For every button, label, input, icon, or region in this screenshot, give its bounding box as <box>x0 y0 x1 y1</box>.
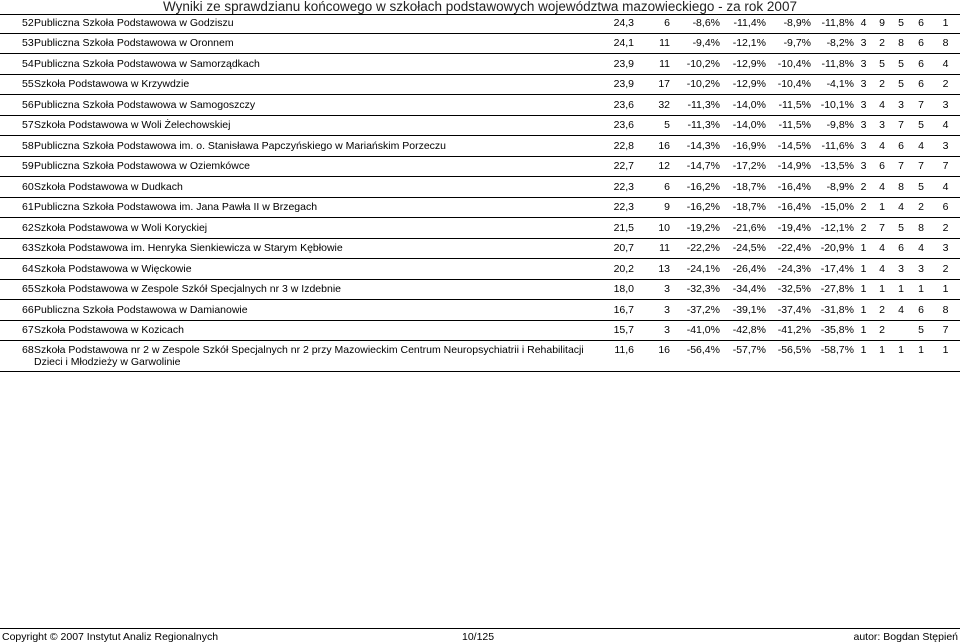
stanine-1: 1 <box>854 238 873 259</box>
school-name: Szkoła Podstawowa w Woli Żelechowskiej <box>34 115 600 136</box>
deviation-1: -8,6% <box>670 13 720 33</box>
table-row <box>0 177 960 198</box>
stanine-1: 1 <box>854 279 873 300</box>
stanine-5: 8 <box>931 33 960 54</box>
stanine-2: 1 <box>873 341 891 372</box>
deviation-4: -8,2% <box>811 33 854 54</box>
deviation-4: -11,8% <box>811 54 854 75</box>
deviation-1: -56,4% <box>670 341 720 372</box>
deviation-3: -9,7% <box>766 33 811 54</box>
row-number: 55 <box>0 74 34 95</box>
school-name: Szkoła Podstawowa nr 2 w Zespole Szkół Specjalnych nr 2 przy Mazowieckim Centrum Neuropsychiatrii i Rehabilitacji Dzieci i Młodzieży w Garwolinie <box>34 341 600 372</box>
row-number: 64 <box>0 259 34 280</box>
student-count: 3 <box>634 320 670 341</box>
stanine-2: 2 <box>873 300 891 321</box>
deviation-3: -11,5% <box>766 95 811 116</box>
school-name: Szkoła Podstawowa w Więckowie <box>34 259 600 280</box>
student-count: 11 <box>634 54 670 75</box>
stanine-2: 4 <box>873 136 891 157</box>
deviation-4: -8,9% <box>811 177 854 198</box>
stanine-4: 1 <box>911 341 931 372</box>
stanine-3: 8 <box>891 177 911 198</box>
deviation-4: -11,8% <box>811 13 854 33</box>
student-count: 5 <box>634 115 670 136</box>
deviation-4: -10,1% <box>811 95 854 116</box>
school-name: Szkoła Podstawowa w Dudkach <box>34 177 600 198</box>
deviation-2: -24,5% <box>720 238 766 259</box>
stanine-5: 4 <box>931 54 960 75</box>
deviation-3: -41,2% <box>766 320 811 341</box>
table-row <box>0 300 960 321</box>
mean-score: 20,2 <box>600 259 634 280</box>
student-count: 12 <box>634 156 670 177</box>
deviation-4: -9,8% <box>811 115 854 136</box>
row-number: 59 <box>0 156 34 177</box>
student-count: 17 <box>634 74 670 95</box>
stanine-3: 5 <box>891 54 911 75</box>
deviation-1: -41,0% <box>670 320 720 341</box>
deviation-1: -14,7% <box>670 156 720 177</box>
deviation-3: -56,5% <box>766 341 811 372</box>
mean-score: 21,5 <box>600 218 634 239</box>
stanine-5: 4 <box>931 177 960 198</box>
mean-score: 11,6 <box>600 341 634 372</box>
student-count: 6 <box>634 177 670 198</box>
table-row <box>0 259 960 280</box>
student-count: 32 <box>634 95 670 116</box>
stanine-5: 3 <box>931 238 960 259</box>
school-name: Publiczna Szkoła Podstawowa w Damianowie <box>34 300 600 321</box>
school-name: Szkoła Podstawowa w Zespole Szkół Specjalnych nr 3 w Izdebnie <box>34 279 600 300</box>
mean-score: 22,8 <box>600 136 634 157</box>
row-number: 56 <box>0 95 34 116</box>
mean-score: 23,9 <box>600 54 634 75</box>
deviation-4: -27,8% <box>811 279 854 300</box>
school-name: Publiczna Szkoła Podstawowa w Oronnem <box>34 33 600 54</box>
stanine-5: 2 <box>931 218 960 239</box>
stanine-5: 7 <box>931 320 960 341</box>
table-row <box>0 136 960 157</box>
stanine-4: 6 <box>911 74 931 95</box>
row-number: 57 <box>0 115 34 136</box>
row-number: 62 <box>0 218 34 239</box>
stanine-3: 3 <box>891 259 911 280</box>
deviation-2: -12,9% <box>720 74 766 95</box>
student-count: 9 <box>634 197 670 218</box>
mean-score: 16,7 <box>600 300 634 321</box>
deviation-2: -12,9% <box>720 54 766 75</box>
stanine-4: 8 <box>911 218 931 239</box>
footer-copyright: Copyright © 2007 Instytut Analiz Regionalnych <box>2 631 219 643</box>
table-row <box>0 218 960 239</box>
deviation-2: -11,4% <box>720 13 766 33</box>
deviation-2: -21,6% <box>720 218 766 239</box>
stanine-2: 9 <box>873 13 891 33</box>
stanine-1: 3 <box>854 156 873 177</box>
table-row <box>0 54 960 75</box>
stanine-1: 4 <box>854 13 873 33</box>
stanine-5: 3 <box>931 136 960 157</box>
deviation-1: -32,3% <box>670 279 720 300</box>
deviation-4: -12,1% <box>811 218 854 239</box>
stanine-2: 2 <box>873 320 891 341</box>
stanine-4: 5 <box>911 320 931 341</box>
school-name: Szkoła Podstawowa w Krzywdzie <box>34 74 600 95</box>
student-count: 16 <box>634 341 670 372</box>
stanine-3: 4 <box>891 197 911 218</box>
deviation-3: -11,5% <box>766 115 811 136</box>
school-name: Publiczna Szkoła Podstawowa w Samogoszczy <box>34 95 600 116</box>
deviation-2: -17,2% <box>720 156 766 177</box>
deviation-4: -35,8% <box>811 320 854 341</box>
stanine-3: 4 <box>891 300 911 321</box>
stanine-2: 5 <box>873 54 891 75</box>
stanine-1: 3 <box>854 54 873 75</box>
deviation-2: -39,1% <box>720 300 766 321</box>
school-name: Szkoła Podstawowa w Kozicach <box>34 320 600 341</box>
stanine-3: 6 <box>891 238 911 259</box>
mean-score: 23,9 <box>600 74 634 95</box>
stanine-2: 1 <box>873 279 891 300</box>
deviation-1: -19,2% <box>670 218 720 239</box>
school-name: Publiczna Szkoła Podstawowa w Godziszu <box>34 13 600 33</box>
student-count: 11 <box>634 238 670 259</box>
stanine-4: 7 <box>911 156 931 177</box>
deviation-1: -11,3% <box>670 95 720 116</box>
stanine-1: 1 <box>854 259 873 280</box>
stanine-1: 3 <box>854 74 873 95</box>
mean-score: 22,3 <box>600 177 634 198</box>
stanine-5: 1 <box>931 279 960 300</box>
stanine-2: 2 <box>873 33 891 54</box>
table-row <box>0 95 960 116</box>
stanine-2: 4 <box>873 95 891 116</box>
row-number: 65 <box>0 279 34 300</box>
deviation-4: -11,6% <box>811 136 854 157</box>
stanine-2: 1 <box>873 197 891 218</box>
table-row <box>0 279 960 300</box>
row-number: 68 <box>0 341 34 372</box>
stanine-3: 8 <box>891 33 911 54</box>
school-name: Szkoła Podstawowa w Woli Koryckiej <box>34 218 600 239</box>
results-table <box>0 13 960 372</box>
stanine-4: 1 <box>911 279 931 300</box>
deviation-3: -14,5% <box>766 136 811 157</box>
stanine-5: 3 <box>931 95 960 116</box>
stanine-1: 3 <box>854 33 873 54</box>
stanine-3 <box>891 320 911 341</box>
mean-score: 24,1 <box>600 33 634 54</box>
stanine-5: 1 <box>931 341 960 372</box>
row-number: 58 <box>0 136 34 157</box>
deviation-3: -10,4% <box>766 54 811 75</box>
deviation-3: -24,3% <box>766 259 811 280</box>
page-title: Wyniki ze sprawdzianu końcowego w szkołach podstawowych województwa mazowieckiego - za rok 2007 <box>0 0 960 15</box>
stanine-2: 4 <box>873 177 891 198</box>
stanine-4: 6 <box>911 33 931 54</box>
row-number: 66 <box>0 300 34 321</box>
deviation-2: -42,8% <box>720 320 766 341</box>
deviation-1: -16,2% <box>670 197 720 218</box>
stanine-2: 2 <box>873 74 891 95</box>
student-count: 3 <box>634 279 670 300</box>
stanine-1: 3 <box>854 136 873 157</box>
stanine-3: 1 <box>891 279 911 300</box>
table-row <box>0 156 960 177</box>
table-row <box>0 33 960 54</box>
stanine-3: 1 <box>891 341 911 372</box>
stanine-5: 1 <box>931 13 960 33</box>
deviation-3: -14,9% <box>766 156 811 177</box>
stanine-1: 1 <box>854 341 873 372</box>
table-row <box>0 341 960 372</box>
deviation-4: -4,1% <box>811 74 854 95</box>
mean-score: 18,0 <box>600 279 634 300</box>
stanine-4: 5 <box>911 115 931 136</box>
stanine-1: 3 <box>854 115 873 136</box>
mean-score: 23,6 <box>600 95 634 116</box>
stanine-3: 3 <box>891 95 911 116</box>
stanine-5: 4 <box>931 115 960 136</box>
table-row <box>0 320 960 341</box>
table-body <box>0 13 960 372</box>
deviation-2: -14,0% <box>720 115 766 136</box>
deviation-3: -19,4% <box>766 218 811 239</box>
row-number: 52 <box>0 13 34 33</box>
stanine-3: 7 <box>891 156 911 177</box>
stanine-2: 6 <box>873 156 891 177</box>
stanine-2: 3 <box>873 115 891 136</box>
deviation-2: -16,9% <box>720 136 766 157</box>
stanine-4: 6 <box>911 54 931 75</box>
deviation-1: -37,2% <box>670 300 720 321</box>
student-count: 16 <box>634 136 670 157</box>
table-row <box>0 74 960 95</box>
school-name: Publiczna Szkoła Podstawowa im. Jana Pawła II w Brzegach <box>34 197 600 218</box>
table-row <box>0 197 960 218</box>
school-name: Szkoła Podstawowa im. Henryka Sienkiewicza w Starym Kębłowie <box>34 238 600 259</box>
stanine-2: 4 <box>873 259 891 280</box>
stanine-5: 8 <box>931 300 960 321</box>
stanine-3: 5 <box>891 218 911 239</box>
stanine-5: 7 <box>931 156 960 177</box>
student-count: 10 <box>634 218 670 239</box>
deviation-2: -12,1% <box>720 33 766 54</box>
stanine-4: 6 <box>911 13 931 33</box>
page-footer <box>0 628 960 643</box>
deviation-3: -37,4% <box>766 300 811 321</box>
row-number: 67 <box>0 320 34 341</box>
mean-score: 24,3 <box>600 13 634 33</box>
student-count: 3 <box>634 300 670 321</box>
deviation-2: -18,7% <box>720 177 766 198</box>
stanine-4: 6 <box>911 300 931 321</box>
deviation-4: -13,5% <box>811 156 854 177</box>
deviation-2: -18,7% <box>720 197 766 218</box>
stanine-4: 4 <box>911 136 931 157</box>
stanine-3: 5 <box>891 13 911 33</box>
deviation-1: -11,3% <box>670 115 720 136</box>
stanine-5: 2 <box>931 74 960 95</box>
deviation-4: -15,0% <box>811 197 854 218</box>
deviation-3: -8,9% <box>766 13 811 33</box>
stanine-1: 2 <box>854 218 873 239</box>
deviation-3: -10,4% <box>766 74 811 95</box>
row-number: 61 <box>0 197 34 218</box>
stanine-2: 7 <box>873 218 891 239</box>
school-name: Publiczna Szkoła Podstawowa w Oziemkówce <box>34 156 600 177</box>
deviation-1: -14,3% <box>670 136 720 157</box>
stanine-4: 5 <box>911 177 931 198</box>
deviation-4: -17,4% <box>811 259 854 280</box>
stanine-4: 2 <box>911 197 931 218</box>
deviation-1: -10,2% <box>670 54 720 75</box>
deviation-3: -16,4% <box>766 197 811 218</box>
stanine-1: 2 <box>854 197 873 218</box>
deviation-4: -58,7% <box>811 341 854 372</box>
deviation-3: -16,4% <box>766 177 811 198</box>
row-number: 54 <box>0 54 34 75</box>
stanine-5: 6 <box>931 197 960 218</box>
table-row <box>0 13 960 33</box>
stanine-1: 1 <box>854 320 873 341</box>
student-count: 6 <box>634 13 670 33</box>
school-name: Publiczna Szkoła Podstawowa w Samorządkach <box>34 54 600 75</box>
stanine-1: 2 <box>854 177 873 198</box>
stanine-4: 4 <box>911 238 931 259</box>
stanine-4: 3 <box>911 259 931 280</box>
footer-page-number: 10/125 <box>462 631 495 643</box>
stanine-3: 5 <box>891 74 911 95</box>
row-number: 60 <box>0 177 34 198</box>
mean-score: 15,7 <box>600 320 634 341</box>
deviation-2: -57,7% <box>720 341 766 372</box>
stanine-4: 7 <box>911 95 931 116</box>
stanine-5: 2 <box>931 259 960 280</box>
table-row <box>0 238 960 259</box>
deviation-1: -9,4% <box>670 33 720 54</box>
deviation-4: -20,9% <box>811 238 854 259</box>
mean-score: 23,6 <box>600 115 634 136</box>
stanine-1: 3 <box>854 95 873 116</box>
deviation-2: -34,4% <box>720 279 766 300</box>
deviation-1: -22,2% <box>670 238 720 259</box>
mean-score: 22,3 <box>600 197 634 218</box>
deviation-1: -24,1% <box>670 259 720 280</box>
deviation-3: -22,4% <box>766 238 811 259</box>
row-number: 63 <box>0 238 34 259</box>
deviation-3: -32,5% <box>766 279 811 300</box>
deviation-2: -26,4% <box>720 259 766 280</box>
student-count: 11 <box>634 33 670 54</box>
footer-author: autor: Bogdan Stępień <box>853 631 958 643</box>
stanine-3: 6 <box>891 136 911 157</box>
deviation-1: -16,2% <box>670 177 720 198</box>
deviation-1: -10,2% <box>670 74 720 95</box>
stanine-1: 1 <box>854 300 873 321</box>
deviation-2: -14,0% <box>720 95 766 116</box>
table-row <box>0 115 960 136</box>
school-name: Publiczna Szkoła Podstawowa im. o. Stanisława Papczyńskiego w Mariańskim Porzeczu <box>34 136 600 157</box>
stanine-2: 4 <box>873 238 891 259</box>
stanine-3: 7 <box>891 115 911 136</box>
student-count: 13 <box>634 259 670 280</box>
deviation-4: -31,8% <box>811 300 854 321</box>
row-number: 53 <box>0 33 34 54</box>
mean-score: 22,7 <box>600 156 634 177</box>
mean-score: 20,7 <box>600 238 634 259</box>
